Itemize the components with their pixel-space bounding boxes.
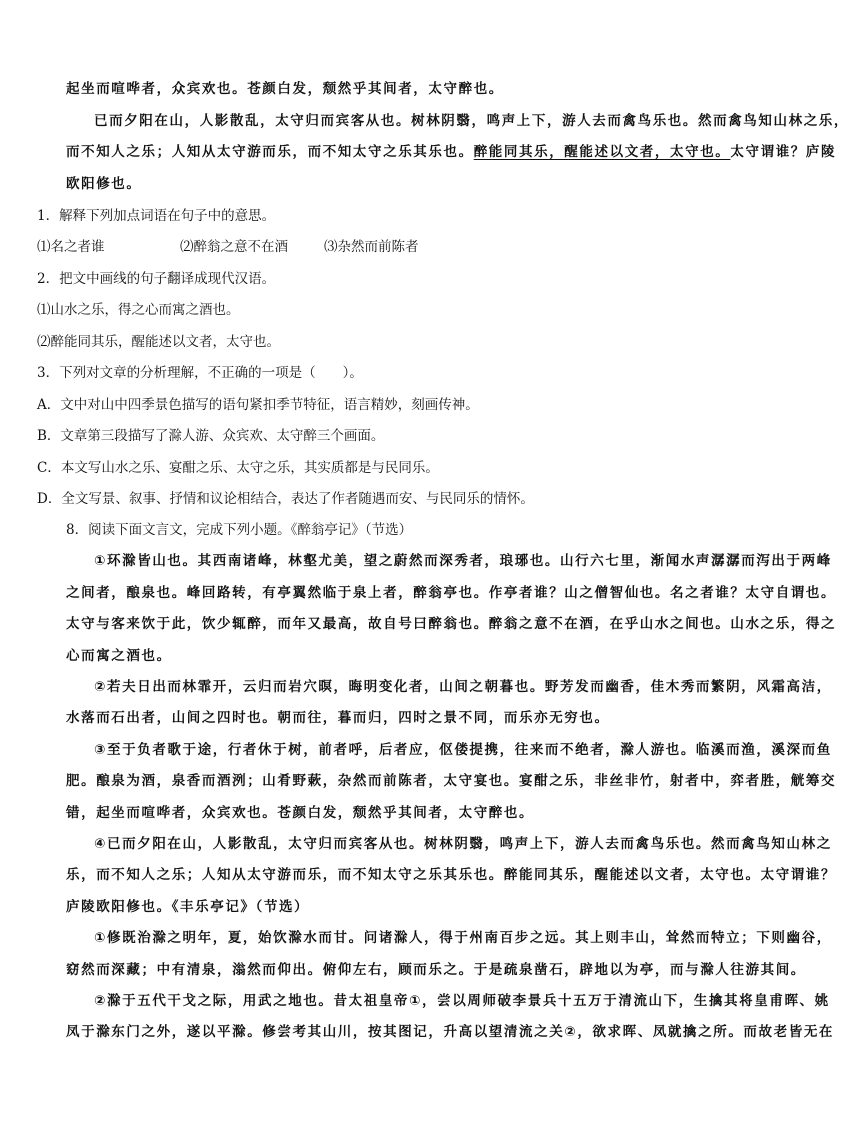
passage-line: ④已而夕阳在山，人影散乱，太守归而宾客从也。树林阴翳，鸣声上下，游人去而禽鸟乐也。然而禽鸟知山林之 <box>94 836 832 852</box>
passage-line: ①修既治滁之明年，夏，始饮滁水而甘。问诸滁人，得于州南百步之远。其上则丰山，耸然而特立；下则幽谷， <box>94 930 832 946</box>
passage-line: 窈然而深藏；中有清泉，滃然而仰出。俯仰左右，顾而乐之。于是疏泉凿石，辟地以为亭，而与滁人往游其间。 <box>66 962 806 978</box>
passage-line: 太守与客来饮于此，饮少辄醉，而年又最高，故自号曰醉翁也。醉翁之意不在酒，在乎山水之间也。山水之乐，得之 <box>66 616 837 632</box>
passage-line: 水落而石出者，山间之四时也。朝而往，暮而归，四时之景不同，而乐亦无穷也。 <box>66 710 610 726</box>
q3-option-d: D．全文写景、叙事、抒情和议论相结合，表达了作者随遇而安、与民同乐的情怀。 <box>37 491 534 507</box>
passage-line <box>66 146 836 160</box>
question-8-heading: 8．阅读下面文言文，完成下列小题。《醉翁亭记》（节选） <box>66 522 413 538</box>
passage-line: 庐陵欧阳修也。《丰乐亭记》（节选） <box>66 899 310 915</box>
passage-line: 错，起坐而喧哗者，众宾欢也。苍颜白发，颓然乎其间者，太守醉也。 <box>66 805 535 821</box>
passage-text: 太守谓谁？庐陵 <box>730 144 837 160</box>
question-1: 1．解释下列加点词语在句子中的意思。 <box>37 208 276 224</box>
passage-line: ②若夫日出而林霏开，云归而岩穴暝，晦明变化者，山间之朝暮也。野芳发而幽香，佳木秀而繁阴，风霜高洁， <box>94 679 832 695</box>
q1-item-a: ⑴名之者谁 <box>37 239 105 255</box>
passage-line: ②滁于五代干戈之际，用武之地也。昔太祖皇帝①，尝以周师破李景兵十五万于清流山下，生擒其将皇甫晖、姚 <box>94 993 830 1009</box>
passage-line: 之间者，酿泉也。峰回路转，有亭翼然临于泉上者，醉翁亭也。作亭者谁？山之僧智仙也。名之者谁？太守自谓也。 <box>66 585 837 601</box>
q1-item-c: ⑶杂然而前陈者 <box>324 239 419 255</box>
underlined-sentence: 醉能同其乐，醒能述以文者，太守也。 <box>473 144 731 160</box>
passage-text: 而不知人之乐；人知从太守游而乐，而不知太守之乐其乐也。 <box>66 144 474 160</box>
passage-line: ③至于负者歌于途，行者休于树，前者呼，后者应，伛偻提携，往来而不绝者，滁人游也。临溪而渔，溪深而鱼 <box>94 742 832 758</box>
passage-line: 乐，而不知人之乐；人知从太守游而乐，而不知太守之乐其乐也。醉能同其乐，醒能述以文者，太守也。太守谓谁？ <box>66 867 837 883</box>
passage-line: 凤于滁东门之外，遂以平滁。修尝考其山川，按其图记，升高以望清流之关②，欲求晖、凤就擒之所。而故老皆无在 <box>66 1024 835 1040</box>
q2-item-a: ⑴山水之乐，得之心而寓之酒也。 <box>37 302 240 318</box>
question-3: 3．下列对文章的分析理解，不正确的一项是（ ）。 <box>37 365 363 381</box>
q3-option-b: B．文章第三段描写了滁人游、众宾欢、太守醉三个画面。 <box>37 428 385 444</box>
passage-line: 肥。酿泉为酒，泉香而酒洌；山肴野蔌，杂然而前陈者，太守宴也。宴酣之乐，非丝非竹，射者中，弈者胜，觥筹交 <box>66 773 837 789</box>
passage-line: 欧阳修也。 <box>66 176 142 192</box>
passage-line: 已而夕阳在山，人影散乱，太守归而宾客从也。树林阴翳，鸣声上下，游人去而禽鸟乐也。然而禽鸟知山林之乐， <box>94 113 849 129</box>
question-2: 2．把文中画线的句子翻译成现代汉语。 <box>37 271 276 287</box>
passage-line: 起坐而喧哗者，众宾欢也。苍颜白发，颓然乎其间者，太守醉也。 <box>66 81 504 97</box>
passage-line: ①环滁皆山也。其西南诸峰，林壑尤美，望之蔚然而深秀者，琅琊也。山行六七里，渐闻水声潺潺而泻出于两峰 <box>94 553 832 569</box>
q3-option-c: C．本文写山水之乐、宴酣之乐、太守之乐，其实质都是与民同乐。 <box>37 460 439 476</box>
q1-item-b: ⑵醉翁之意不在酒 <box>180 239 288 255</box>
q3-option-a: A．文中对山中四季景色描写的语句紧扣季节特征，语言精妙，刻画传神。 <box>37 397 479 413</box>
q2-item-b: ⑵醉能同其乐，醒能述以文者，太守也。 <box>37 334 280 350</box>
passage-line: 心而寓之酒也。 <box>66 648 172 664</box>
